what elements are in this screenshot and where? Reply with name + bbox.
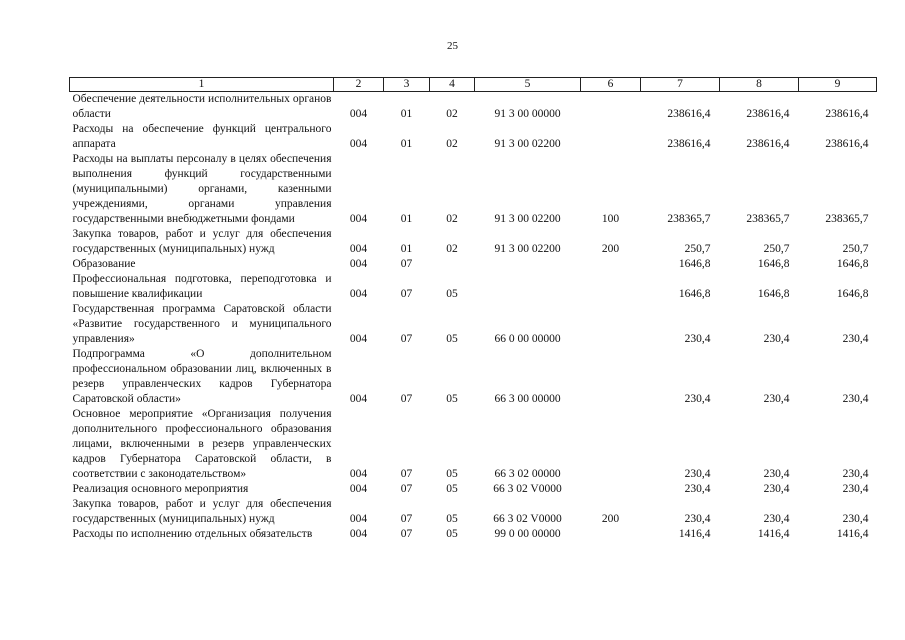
row-amount-3: 1646,8 [836, 288, 869, 300]
row-name: Расходы по исполнению отдельных обязательств [72, 528, 313, 540]
row-name: Расходы на обеспечение функций центрального аппарата [72, 123, 332, 150]
table-row [70, 302, 877, 347]
row-target-article: 66 3 02 V0000 [493, 513, 562, 525]
row-subsection: 02 [446, 243, 458, 255]
column-header-amount-3: 9 [799, 78, 877, 92]
row-grbs: 004 [349, 468, 368, 480]
row-subsection: 02 [446, 108, 458, 120]
row-amount-1: 238365,7 [667, 213, 711, 225]
row-expense-type: 100 [601, 213, 620, 225]
row-name: Основное мероприятие «Организация получения дополнительного профессионального образования лицами, включенными в резерв управленческих кадров Губернатора Саратовской области, в соответствии с законодательством» [72, 408, 332, 480]
table-row [70, 92, 877, 123]
table-row [70, 527, 877, 542]
row-target-article [475, 257, 581, 272]
row-section: 07 [400, 513, 413, 525]
row-amount-2: 230,4 [763, 393, 790, 405]
row-section: 07 [400, 393, 413, 405]
budget-table [69, 77, 877, 542]
row-amount-1: 1646,8 [678, 258, 711, 270]
row-subsection: 05 [446, 468, 458, 480]
row-target-article: 99 0 00 00000 [494, 528, 561, 540]
row-name: Государственная программа Саратовской области «Развитие государственного и муниципального управления» [72, 303, 332, 345]
row-amount-2: 1646,8 [757, 288, 790, 300]
row-amount-1: 230,4 [684, 333, 711, 345]
row-target-article: 91 3 00 02200 [494, 138, 561, 150]
row-name: Подпрограмма «О дополнительном профессиональном образовании лиц, включенных в резерв управленческих кадров Губернатора Саратовской области» [72, 348, 332, 405]
row-subsection: 05 [446, 393, 458, 405]
row-section: 07 [400, 288, 413, 300]
row-amount-1: 230,4 [684, 393, 711, 405]
table-row [70, 482, 877, 497]
row-amount-3: 230,4 [842, 513, 869, 525]
row-expense-type: 200 [601, 243, 620, 255]
row-name: Профессиональная подготовка, переподготовка и повышение квалификации [72, 273, 332, 300]
row-amount-1: 1646,8 [678, 288, 711, 300]
row-subsection: 05 [446, 513, 458, 525]
row-expense-type [581, 527, 641, 542]
row-subsection: 05 [446, 288, 458, 300]
row-grbs: 004 [349, 393, 368, 405]
row-grbs: 004 [349, 288, 368, 300]
row-name: Закупка товаров, работ и услуг для обеспечения государственных (муниципальных) нужд [72, 228, 332, 255]
row-amount-3: 1646,8 [836, 258, 869, 270]
row-expense-type [581, 347, 641, 407]
row-subsection: 02 [446, 138, 458, 150]
row-target-article: 91 3 00 02200 [494, 243, 561, 255]
table-row [70, 122, 877, 152]
row-amount-1: 230,4 [684, 513, 711, 525]
row-amount-1: 1416,4 [678, 528, 711, 540]
header-row [70, 78, 877, 92]
row-target-article: 66 3 02 V0000 [493, 483, 562, 495]
row-amount-2: 230,4 [763, 513, 790, 525]
row-amount-3: 1416,4 [836, 528, 869, 540]
row-section: 01 [400, 213, 413, 225]
row-target-article: 91 3 00 02200 [494, 213, 561, 225]
row-section: 07 [400, 468, 413, 480]
table-header [70, 78, 877, 92]
column-header-section: 3 [384, 78, 430, 92]
column-header-amount-2: 8 [720, 78, 799, 92]
table-body [70, 92, 877, 543]
row-amount-1: 238616,4 [667, 138, 711, 150]
row-amount-3: 230,4 [842, 393, 869, 405]
row-amount-3: 230,4 [842, 333, 869, 345]
row-subsection: 05 [446, 528, 458, 540]
row-amount-3: 230,4 [842, 483, 869, 495]
row-amount-2: 250,7 [763, 243, 790, 255]
row-subsection: 05 [446, 333, 458, 345]
row-section: 01 [400, 243, 413, 255]
row-amount-3: 250,7 [842, 243, 869, 255]
row-grbs: 004 [349, 513, 368, 525]
row-amount-2: 238616,4 [746, 108, 790, 120]
row-subsection: 02 [446, 213, 458, 225]
column-header-subsection: 4 [430, 78, 475, 92]
table-row [70, 407, 877, 482]
table-row [70, 272, 877, 302]
row-amount-2: 238365,7 [746, 213, 790, 225]
row-target-article: 66 3 02 00000 [494, 468, 561, 480]
row-grbs: 004 [349, 108, 368, 120]
row-target-article: 66 0 00 00000 [494, 333, 561, 345]
row-amount-2: 230,4 [763, 468, 790, 480]
row-section: 07 [400, 258, 413, 270]
table-row [70, 497, 877, 527]
row-amount-2: 230,4 [763, 483, 790, 495]
row-expense-type [581, 482, 641, 497]
row-expense-type [581, 257, 641, 272]
row-name: Расходы на выплаты персоналу в целях обеспечения выполнения функций государственными (муниципальными) органами, казенными учреждениями, органами управления государственными внебюджетными фондами [72, 153, 332, 225]
row-amount-1: 230,4 [684, 483, 711, 495]
column-header-name: 1 [70, 78, 334, 92]
row-amount-1: 250,7 [684, 243, 711, 255]
row-expense-type [581, 407, 641, 482]
row-grbs: 004 [349, 483, 368, 495]
table-row [70, 152, 877, 227]
row-section: 07 [400, 528, 413, 540]
column-header-expense-type: 6 [581, 78, 641, 92]
row-target-article: 66 3 00 00000 [494, 393, 561, 405]
column-header-target-article: 5 [475, 78, 581, 92]
row-amount-1: 230,4 [684, 468, 711, 480]
row-amount-1: 238616,4 [667, 108, 711, 120]
row-section: 01 [400, 108, 413, 120]
table-row [70, 347, 877, 407]
row-grbs: 004 [349, 333, 368, 345]
column-header-grbs: 2 [334, 78, 384, 92]
row-grbs: 004 [349, 258, 368, 270]
row-section: 01 [400, 138, 413, 150]
row-target-article: 91 3 00 00000 [494, 108, 561, 120]
row-section: 07 [400, 333, 413, 345]
row-expense-type [581, 272, 641, 302]
row-target-article [475, 272, 581, 302]
row-amount-3: 230,4 [842, 468, 869, 480]
row-amount-2: 238616,4 [746, 138, 790, 150]
row-amount-2: 230,4 [763, 333, 790, 345]
row-grbs: 004 [349, 528, 368, 540]
row-subsection: 05 [446, 483, 458, 495]
row-grbs: 004 [349, 138, 368, 150]
row-name: Реализация основного мероприятия [72, 483, 249, 495]
row-name: Закупка товаров, работ и услуг для обеспечения государственных (муниципальных) нужд [72, 498, 332, 525]
row-amount-3: 238616,4 [825, 138, 869, 150]
row-grbs: 004 [349, 213, 368, 225]
row-amount-3: 238616,4 [825, 108, 869, 120]
page-number: 25 [447, 40, 458, 52]
row-expense-type: 200 [601, 513, 620, 525]
row-name: Образование [72, 258, 136, 270]
row-amount-2: 1416,4 [757, 528, 790, 540]
row-grbs: 004 [349, 243, 368, 255]
column-header-amount-1: 7 [641, 78, 720, 92]
row-subsection [430, 257, 475, 272]
row-section: 07 [400, 483, 413, 495]
table-row [70, 227, 877, 257]
row-expense-type [581, 92, 641, 123]
row-expense-type [581, 302, 641, 347]
row-amount-2: 1646,8 [757, 258, 790, 270]
row-expense-type [581, 122, 641, 152]
row-name: Обеспечение деятельности исполнительных органов области [72, 93, 332, 120]
row-amount-3: 238365,7 [825, 213, 869, 225]
table-row [70, 257, 877, 272]
